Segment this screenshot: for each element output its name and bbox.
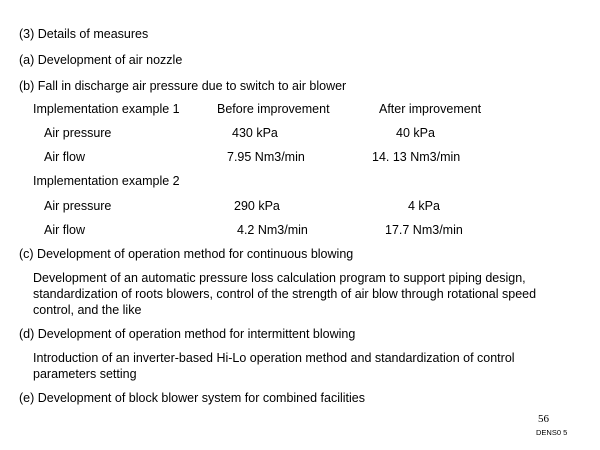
ex1-row-after: 14. 13 Nm3/min	[372, 150, 461, 164]
example2-label: Implementation example 2	[33, 174, 180, 188]
item-d-title: (d) Development of operation method for intermittent blowing	[19, 327, 356, 341]
page-number: 56	[538, 413, 549, 425]
document-code: DENS0 5	[536, 428, 568, 437]
ex2-row-after: 4 kPa	[408, 199, 440, 213]
item-e-title: (e) Development of block blower system for combined facilities	[19, 391, 365, 405]
item-a-title: (a) Development of air nozzle	[19, 53, 183, 67]
ex1-row-before: 7.95 Nm3/min	[227, 150, 305, 164]
item-c-text: Development of an automatic pressure loss calculation program to support piping design,	[33, 271, 526, 285]
item-c-text: standardization of roots blowers, control of the strength of air blow through rotational speed	[33, 287, 537, 301]
after-header: After improvement	[379, 102, 482, 116]
ex1-row-after: 40 kPa	[396, 126, 435, 140]
item-b-title: (b) Fall in discharge air pressure due to switch to air blower	[19, 79, 347, 93]
ex1-row-label: Air pressure	[44, 126, 112, 140]
item-c-text: control, and the like	[33, 303, 142, 317]
ex2-row-after: 17.7 Nm3/min	[385, 223, 463, 237]
ex2-row-before: 4.2 Nm3/min	[237, 223, 308, 237]
item-d-text: parameters setting	[33, 367, 137, 381]
ex1-row-before: 430 kPa	[232, 126, 278, 140]
item-c-title: (c) Development of operation method for continuous blowing	[19, 247, 354, 261]
ex1-row-label: Air flow	[44, 150, 85, 164]
before-header: Before improvement	[217, 102, 330, 116]
example1-label: Implementation example 1	[33, 102, 180, 116]
section-heading: (3) Details of measures	[19, 27, 149, 41]
item-d-text: Introduction of an inverter-based Hi-Lo operation method and standardization of control	[33, 351, 515, 365]
ex2-row-label: Air flow	[44, 223, 85, 237]
ex2-row-label: Air pressure	[44, 199, 112, 213]
ex2-row-before: 290 kPa	[234, 199, 280, 213]
